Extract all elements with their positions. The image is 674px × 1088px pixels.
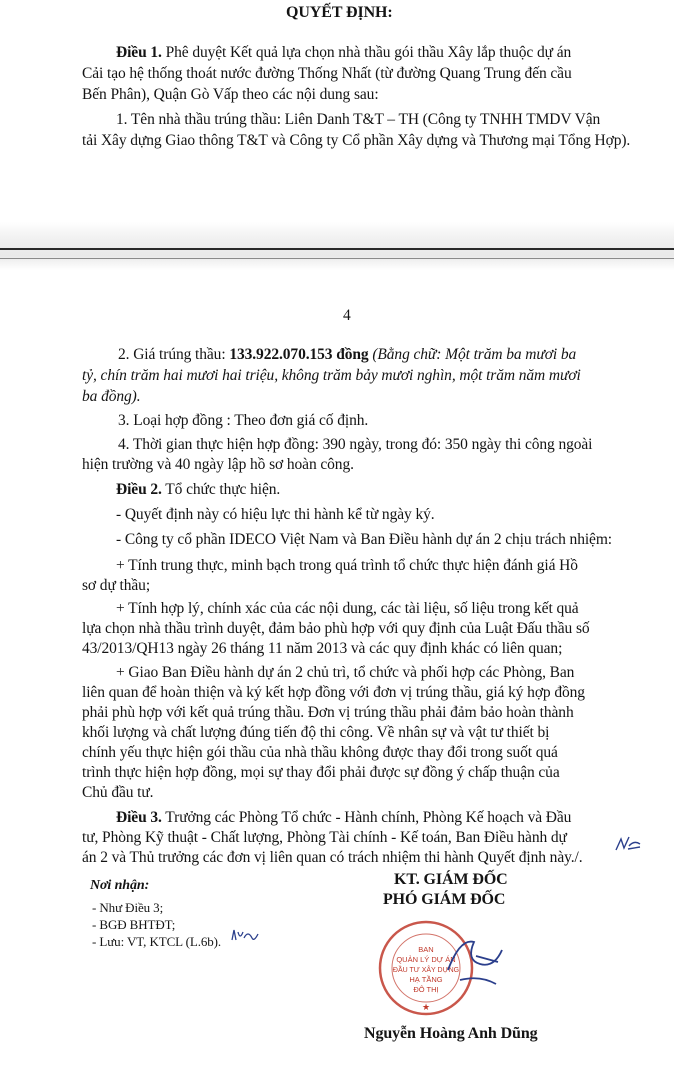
decision-heading: QUYẾT ĐỊNH:: [286, 4, 393, 21]
svg-text:QUẢN LÝ DỰ ÁN: QUẢN LÝ DỰ ÁN: [396, 955, 456, 964]
plus-1-line-1: + Tính trung thực, minh bạch trong quá trình tổ chức thực hiện đánh giá Hồ: [116, 557, 578, 574]
plus-2-line-2: lựa chọn nhà thầu trình duyệt, đảm bảo phù hợp với quy định của Luật Đấu thầu số: [82, 620, 590, 637]
item-1-line-1: 1. Tên nhà thầu trúng thầu: Liên Danh T&T – TH (Công ty TNHH TMDV Vận: [116, 111, 601, 128]
plus-2-line-1: + Tính hợp lý, chính xác của các nội dung, các tài liệu, số liệu trong kết quả: [116, 600, 579, 617]
item-4-line-2: hiện trường và 40 ngày lập hồ sơ hoàn công.: [82, 456, 354, 473]
item-3: 3. Loại hợp đồng : Theo đơn giá cố định.: [118, 412, 369, 429]
page-number: 4: [343, 307, 351, 324]
page-break-line-top: [0, 248, 674, 250]
plus-3-line-7: Chủ đầu tư.: [82, 784, 154, 801]
plus-3-line-2: liên quan để hoàn thiện và ký kết hợp đồng với đơn vị trúng thầu, giá ký hợp đồng: [82, 684, 585, 701]
plus-3-line-3: phải phù hợp với kết quả trúng thầu. Đơn vị trúng thầu phải đảm bảo hoàn thành: [82, 704, 574, 721]
plus-3-line-5: chính yếu thực hiện gói thầu của nhà thầu không được thay đổi trong suốt quá: [82, 744, 558, 761]
svg-text:HẠ TẦNG: HẠ TẦNG: [409, 975, 443, 984]
bullet-1: - Quyết định này có hiệu lực thi hành kể từ ngày ký.: [116, 506, 435, 523]
article-3-line-2: tư, Phòng Kỹ thuật - Chất lượng, Phòng Tài chính - Kế toán, Ban Điều hành dự: [82, 829, 567, 846]
svg-text:BAN: BAN: [418, 945, 434, 954]
page-break-band: [0, 222, 674, 270]
contract-price: 133.922.070.153 đồng: [229, 346, 369, 363]
article-1-line-1: Điều 1. Phê duyệt Kết quả lựa chọn nhà thầu gói thầu Xây lắp thuộc dự án: [116, 44, 572, 61]
recipient-1: - Như Điều 3;: [92, 900, 164, 915]
plus-3-line-4: khối lượng và chất lượng đúng tiến độ thi công. Về nhân sự và vật tư thiết bị: [82, 724, 550, 741]
plus-1-line-2: sơ dự thầu;: [82, 577, 151, 594]
item-2-line-2: tỷ, chín trăm hai mươi hai triệu, không trăm bảy mươi nghìn, một trăm năm mươi: [82, 367, 581, 384]
initials-mark: [614, 834, 642, 854]
signature-title-1: KT. GIÁM ĐỐC: [394, 871, 508, 888]
svg-text:ĐÔ THỊ: ĐÔ THỊ: [413, 985, 439, 994]
item-2-line-3: ba đồng).: [82, 388, 141, 405]
item-4-line-1: 4. Thời gian thực hiện hợp đồng: 390 ngày, trong đó: 350 ngày thi công ngoài: [118, 436, 593, 453]
svg-text:ĐẦU TƯ XÂY DỰNG: ĐẦU TƯ XÂY DỰNG: [392, 967, 460, 974]
signer-name: Nguyễn Hoàng Anh Dũng: [364, 1025, 538, 1042]
article-1-label: Điều 1.: [116, 44, 162, 61]
article-3-line-1: Điều 3. Trưởng các Phòng Tổ chức - Hành chính, Phòng Kế hoạch và Đầu: [116, 809, 572, 826]
article-3-line-3: án 2 và Thủ trưởng các đơn vị liên quan có trách nhiệm thi hành Quyết định này./.: [82, 849, 583, 866]
page-break-line-bottom: [0, 258, 674, 259]
plus-2-line-3: 43/2013/QH13 ngày 26 tháng 11 năm 2013 và các quy định khác có liên quan;: [82, 640, 563, 657]
recipient-2: - BGĐ BHTĐT;: [92, 917, 176, 932]
official-stamp: [370, 920, 520, 1020]
item-2-line-1: 2. Giá trúng thầu: 133.922.070.153 đồng (Bằng chữ: Một trăm ba mươi ba: [118, 346, 577, 363]
recipients-title: Nơi nhận:: [90, 878, 150, 893]
article-1-line-3: Bến Phân), Quận Gò Vấp theo các nội dung sau:: [82, 86, 379, 103]
recipient-initials-mark: [230, 926, 260, 944]
article-2-label: Điều 2.: [116, 481, 162, 498]
item-1-line-2: tải Xây dựng Giao thông T&T và Công ty Cổ phần Xây dựng và Thương mại Tổng Hợp).: [82, 132, 631, 149]
article-3-label: Điều 3.: [116, 809, 162, 826]
svg-text:★: ★: [421, 1002, 431, 1012]
article-2-line: Điều 2. Tổ chức thực hiện.: [116, 481, 281, 498]
plus-3-line-6: trình thực hiện hợp đồng, mọi sự thay đổi phải được sự đồng ý chấp thuận của: [82, 764, 560, 781]
plus-3-line-1: + Giao Ban Điều hành dự án 2 chủ trì, tổ chức và phối hợp các Phòng, Ban: [116, 664, 575, 681]
recipient-3: - Lưu: VT, KTCL (L.6b).: [92, 934, 222, 949]
bullet-2: - Công ty cổ phần IDECO Việt Nam và Ban Điều hành dự án 2 chịu trách nhiệm:: [116, 531, 613, 548]
article-1-line-2: Cải tạo hệ thống thoát nước đường Thống Nhất (từ đường Quang Trung đến cầu: [82, 65, 572, 82]
signature-title-2: PHÓ GIÁM ĐỐC: [383, 891, 506, 908]
